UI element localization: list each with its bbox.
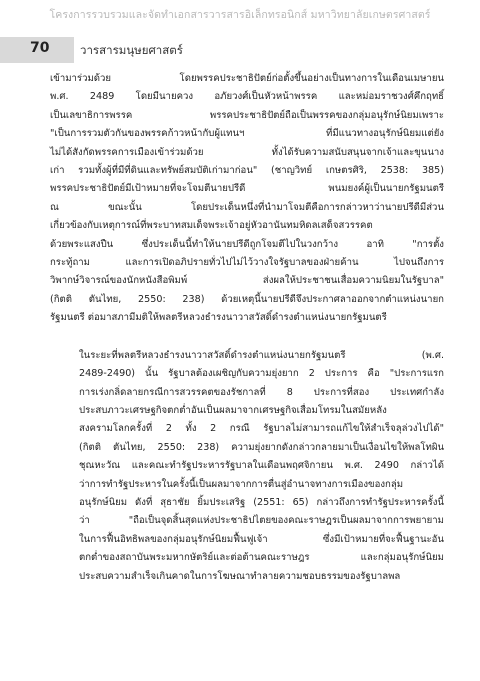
text-line: ว่าการทำรัฐประหารในครั้งนี้เป็นผลมาจากการตื่นสู่อำนาจทางการเมืองของกลุ่ม <box>79 478 404 490</box>
text-line: เป็นเลขาธิการพรรค พรรคประชาธิปัตย์ถือเป็นพรรคของกลุ่มอนุรักษ์นิยมเพราะ <box>50 109 444 121</box>
text-line: ประสบความสำเร็จเกินคาดในการโฆษณาทำลายความชอบธรรมของรัฐบาลพล <box>79 570 401 582</box>
page-number: 70 <box>30 40 50 56</box>
text-line: การเร่งกลิ่ดลายกรณีการสวรรคตของรัชกาลที่ 8 ประการที่สอง ประเทศกำลัง <box>79 386 444 398</box>
text-line: ตกต่ำของสถาบันพระมหากษัตริย์และต่อต้านคณะราษฎร และกลุ่มอนุรักษ์นิยม <box>79 552 444 564</box>
text-line: เก่า รวมทั้งผู้ที่มีที่ดินและทรัพย์สมบัติเก่ามาก่อน" (ชาญวิทย์ เกษตรศิริ, 2538: 385) <box>50 165 444 177</box>
text-line: ในระยะที่พลตรีหลวงธำรงนาวาสวัสดิ์ดำรงตำแหน่งนายกรัฐมนตรี (พ.ศ. <box>79 349 444 361</box>
text-line: พ.ศ. 2489 โดยมีนายควง อภัยวงศ์เป็นหัวหน้าพรรค และหม่อมราชวงศ์คึกฤทธิ์ <box>50 91 444 103</box>
text-line: "เป็นการรวมตัวกันของพรรคก้าวหน้ากับผู้แทนฯ ที่มีแนวทางอนุรักษ์นิยมแต่ยัง <box>50 128 444 140</box>
text-line: ว่า "ถือเป็นจุดสิ้นสุดแห่งประชาธิปไตยของคณะราษฎรเป็นผลมาจากการพยายาม <box>79 515 444 527</box>
text-line: ณ ขณะนั้น โดยประเด็นหนึ่งที่นำมาโจมตีคือการกล่าวหาว่านายปรีดีมีส่วน <box>50 201 444 213</box>
text-line: 2489-2490) นั้น รัฐบาลต้องเผชิญกับความยุ่งยาก 2 ประการ คือ "ประการแรก <box>79 368 444 380</box>
text-line: สงครามโลกครั้งที่ 2 ทั้ง 2 กรณี รัฐบาลไม่สามารถแก้ไขให้สำเร็จลุล่วงไปได้" <box>79 423 444 435</box>
text-line: เข้ามาร่วมด้วย โดยพรรคประชาธิปัตย์ก่อตั้งขึ้นอย่างเป็นทางการในเดือนเมษายน <box>50 73 444 84</box>
text-line: (กิตติ ตันไทย, 2550: 238) ความยุ่งยากดังกล่าวกลายมาเป็นเงื่อนไขให้พลโทผิน <box>79 441 444 453</box>
watermark-text: โครงการรวบรวมและจัดทำเอกสารวารสารอิเล็กทรอนิกส์ มหาวิทยาลัยเกษตรศาสตร์ <box>49 9 431 21</box>
text-line: (กิตติ ตันไทย, 2550: 238) ด้วยเหตุนี้นายปรีดีจึงประกาศลาออกจากตำแหน่งนายก <box>50 293 444 305</box>
body-text <box>50 70 444 586</box>
paragraph-2 <box>50 347 444 586</box>
text-line: ด้วยพระแสงปืน ซึ่งประเด็นนี้ทำให้นายปรีดีถูกโจมตีไปในวงกว้าง อาทิ "การตั้ง <box>50 238 444 250</box>
text-line: ในการฟื้นอิทธิพลของกลุ่มอนุรักษ์นิยมฟื้นฟูเจ้า ซึ่งมีเป้าหมายที่จะฟื้นฐานะอัน <box>79 533 444 545</box>
text-line: ไม่ได้สังกัดพรรคการเมืองเข้าร่วมด้วย ทั้งได้รับความสนับสนุนจากเจ้าและขุนนาง <box>50 146 444 158</box>
text-line: กระทู้ถาม และการเปิดอภิปรายทั่วไปไม่ไว้วางใจรัฐบาลของฝ่ายค้าน ไปจนถึงการ <box>50 257 444 269</box>
paragraph-1 <box>50 70 444 328</box>
text-line: อนุรักษ์นิยม ดังที่ สุธาชัย ยิ้มประเสริฐ (2551: 65) กล่าวถึงการทำรัฐประหารครั้งนี้ <box>79 496 444 508</box>
page-header <box>0 37 480 63</box>
journal-name: วารสารมนุษยศาสตร์ <box>80 43 183 57</box>
text-line: วิพากษ์วิจารณ์ของนักหนังสือพิมพ์ ส่งผลให้ประชาชนเสื่อมความนิยมในรัฐบาล" <box>50 275 444 287</box>
page-number-box <box>0 37 74 63</box>
text-line: พรรคประชาธิปัตย์มีเป้าหมายที่จะโจมตีนายปรีดี พนมยงค์ผู้เป็นนายกรัฐมนตรี <box>50 183 444 195</box>
text-line: ประสบภาวะเศรษฐกิจตกต่ำอันเป็นผลมาจากเศรษฐกิจเสื่อมโทรมในสมัยหลัง <box>79 404 387 416</box>
text-line: ชุณหะวัณ และคณะทำรัฐประหารรัฐบาลในเดือนพฤศจิกายน พ.ศ. 2490 กล่าวได้ <box>79 460 444 472</box>
text-line: เกี่ยวข้องกับเหตุการณ์ที่พระบาทสมเด็จพระเจ้าอยู่หัวอานันทมหิดลเสด็จสวรรคต <box>50 220 373 232</box>
text-line: รัฐมนตรี ต่อมาสภามีมติให้พลตรีหลวงธำรงนาวาสวัสดิ์ดำรงตำแหน่งนายกรัฐมนตรี <box>50 312 387 324</box>
